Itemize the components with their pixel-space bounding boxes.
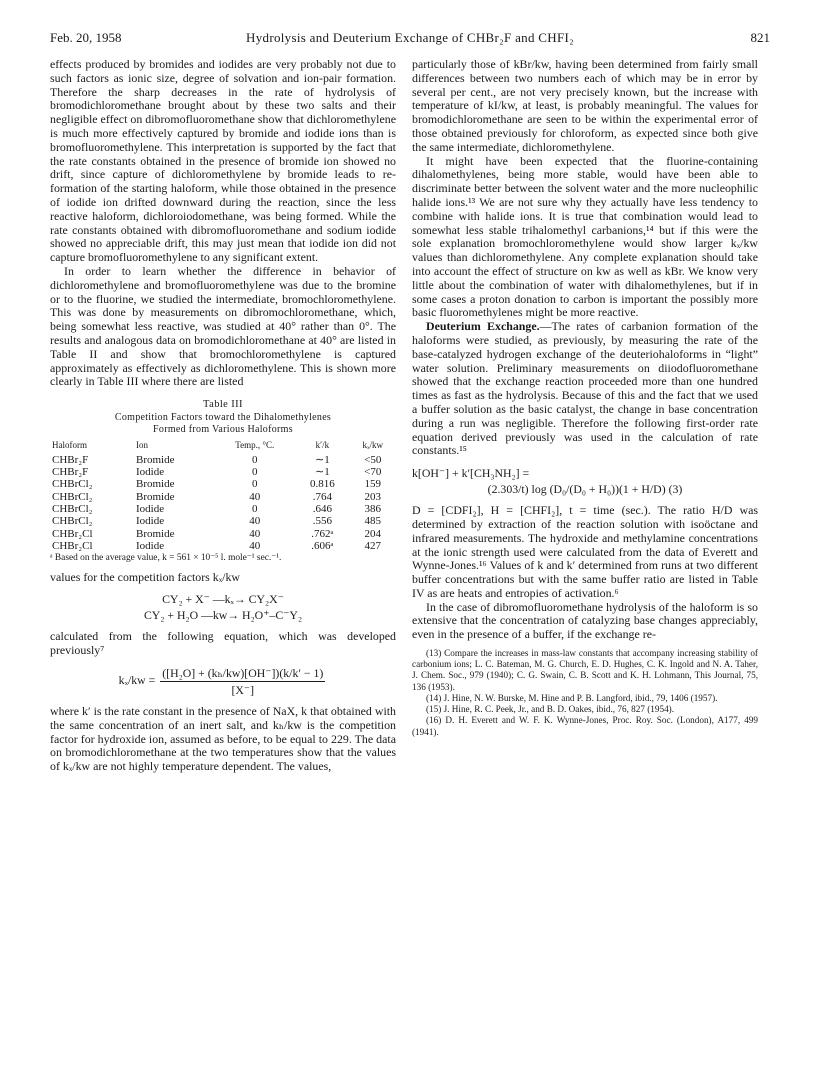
equals-sign: = (148, 673, 156, 688)
fraction-denominator: [X⁻] (231, 682, 255, 697)
paragraph: where k′ is the rate constant in the presence of NaX, k that obtained with the same concentration of an inert salt, and kₕ/kw is the competition factor for hydroxide ion, assumed as before, to be equal to 229. The data on bromodichloromethane at the two temperatures show that the values of kₓ/kw are not highly temperature dependent. The values, (50, 703, 396, 774)
table-cell: Iodide (136, 466, 165, 479)
table-subtitle: Competition Factors toward the Dihalomethylenes (114, 411, 332, 423)
table-subtitle: Formed from Various Haloforms (153, 424, 293, 436)
table-cell: 40 (249, 490, 261, 503)
table-cell: ∼1 (315, 453, 330, 466)
table-cell: CHBrCl₂ (52, 515, 93, 528)
table-cell: .762ᵃ (311, 527, 334, 540)
table-cell: .556 (312, 515, 333, 528)
equation-block (50, 591, 396, 623)
table-row (50, 454, 396, 466)
paragraph: effects produced by bromides and iodides are very probably not due to such factors as ionic size, degree of solvation and ion-pair formation. Therefore the sharp decreases in the rate of hydrolysis of bromodichloromethane brought about by these two salts and their negligible effect on dibromofluoromethane show that dichloromethylene is much more effectively captured by bromide and iodide ions than is bromofluoromethylene. This interpretation is supported by the fact that the rate constants obtained in the presence of bromide ion showed no drift, since capture of dichloromethylene by bromide leads to re-formation of the starting haloform, while those obtained in the presence of iodide ion drifted downward during the reaction, since the less reactive haloform, dichloroiodomethane, was being formed. While the rate constants obtained with dibromofluoromethane and sodium iodide showed no appreciable drift, this may just mean that iodide ion did not capture bromofluoromethylene to any significant extent. (50, 57, 396, 265)
table-cell: 0.816 (310, 478, 335, 491)
page-header (50, 30, 770, 50)
table-cell: 40 (249, 527, 261, 540)
paragraph-text: —The rates of carbanion formation of the haloforms were studied, as previously, by measuring the rate of the base-catalyzed hydrogen exchange of the deuteriohaloforms in “light” water solution. Preliminary measurements on diiodofluoromethane showed that the exchange reaction proceeded more than one hundred times as fast as the hydrolysis. Because of this and the fact that we used a buffer solution as the basic catalyst, the change in base concentration during a run was negligible. Therefore the following first-order rate equation derived previously was used in the calculation of rate constants.¹⁵ (412, 319, 759, 458)
table-cell: CHBrCl₂ (52, 490, 93, 503)
section-heading: Deuterium Exchange. (426, 319, 540, 334)
table-cell: .606ᵃ (311, 539, 334, 552)
table-header-cell: Ion (136, 439, 148, 450)
table-cell: 0 (251, 478, 258, 491)
table-cell: .646 (312, 502, 333, 515)
table-header-cell: k′/k (315, 439, 330, 450)
table-caption: Table III (203, 399, 243, 411)
table-row (50, 528, 396, 540)
table-cell: Bromide (136, 453, 175, 466)
table-cell: Bromide (136, 527, 175, 540)
table-cell: <50 (364, 453, 382, 466)
table-cell: Bromide (136, 478, 175, 491)
table-cell: 0 (251, 466, 258, 479)
table-cell: CHBr₂F (52, 453, 89, 466)
footnote: (16) D. H. Everett and W. F. K. Wynne-Jones, Proc. Roy. Soc. (London), A177, 499 (1941). (412, 715, 758, 737)
equation-competition-factor (50, 665, 396, 698)
footnote: (15) J. Hine, R. C. Peek, Jr., and B. D. Oakes, ibid., 76, 827 (1954). (426, 704, 675, 715)
table-cell: CHBr₂Cl (52, 527, 93, 540)
competition-factors-table (50, 439, 396, 552)
paragraph: calculated from the following equation, which was developed previously⁷ (50, 629, 396, 658)
equation: CY₂ + X⁻ —kₓ→ CY₂X⁻ (162, 592, 284, 607)
table-cell: 203 (364, 490, 381, 503)
equation-rhs: (2.303/t) log (D₀/(D₀ + H₀))(1 + H/D) (3) (487, 482, 683, 497)
table-cell: 40 (249, 515, 261, 528)
table-cell: CHBrCl₂ (52, 502, 93, 515)
footnote: (14) J. Hine, N. W. Burske, M. Hine and P. B. Langford, ibid., 79, 1406 (1957). (426, 692, 718, 703)
table-cell: 0 (251, 502, 258, 515)
equation-lhs: kₓ/kw (118, 673, 146, 688)
table-cell: CHBr₂Cl (52, 539, 93, 552)
table-cell: 159 (364, 478, 381, 491)
paragraph: D = [CDFI₂], H = [CHFI₂], t = time (sec.). The ratio H/D was determined by extraction of the reaction solution with isoöctane and infrared measurements. The hydroxide and methylamine concentrations at the ionic strength used were calculated from the data of Everett and Wynne-Jones.¹⁶ Values of k and k′ determined from runs at two different buffer concentrations but with the same buffer ratio are listed in Table IV as are heats and entropies of activation.⁶ (412, 503, 758, 600)
table-cell: ∼1 (315, 466, 330, 479)
header-date: Feb. 20, 1958 (50, 30, 122, 45)
table-cell: 40 (249, 539, 261, 552)
table-cell: 386 (364, 502, 381, 515)
table-header-row (50, 439, 396, 454)
table-row (50, 466, 396, 478)
table-cell: Iodide (136, 502, 165, 515)
footnote: (13) Compare the increases in mass-law constants that accompany increasing stability of carbonium ions; L. C. Bateman, M. G. Church, E. D. Hughes, C. K. Ingold and N. A. Taher, J. Chem. Soc., 979 (1940); C. G. Swain, C. B. Scott and K. H. Lohmann, This Journal, 75, 136 (1953). (412, 648, 758, 692)
header-page-number: 821 (750, 30, 770, 45)
table-cell: .764 (312, 490, 333, 503)
paragraph (412, 320, 758, 458)
rate-equation (412, 465, 758, 497)
table-cell: CHBrCl₂ (52, 478, 93, 491)
table-header-cell: Temp., °C. (235, 439, 275, 450)
table-row (50, 503, 396, 515)
paragraph: particularly those of kBr/kw, having been determined from fairly small differences between two numbers each of which may be in error by several per cent., are not very precisely known, but the increase with temperature of kI/kw, at least, is probably meaningful. The values for bromodichloromethane are seen to be within the experimental error of those obtained previously for chloroform, as expected since both give the same intermediate, dichloromethylene. (412, 57, 758, 154)
table-cell: Iodide (136, 539, 165, 552)
table-footnote: ᵃ Based on the average value, k = 561 × 10⁻⁵ l. mole⁻¹ sec.⁻¹. (50, 553, 282, 564)
table-cell: <70 (364, 466, 382, 479)
header-title: Hydrolysis and Deuterium Exchange of CHBr₂F and CHFI₂ (246, 30, 574, 45)
paragraph: values for the competition factors kₓ/kw (50, 569, 241, 584)
fraction-numerator: ([H₂O] + (kₕ/kw)[OH⁻])(k/k′ − 1) (162, 665, 324, 680)
table-header-cell: kₓ/kw (362, 439, 384, 450)
table-cell: 427 (364, 539, 381, 552)
table-cell: Iodide (136, 515, 165, 528)
equation-lhs: k[OH⁻] + k′[CH₃NH₂] = (412, 466, 530, 481)
paragraph: In the case of dibromofluoromethane hydrolysis of the haloform is so extensive that the concentration of catalyzing base changes appreciably, even in the presence of a buffer, if the exchange re- (412, 599, 758, 642)
table-cell: CHBr₂F (52, 466, 89, 479)
table-row (50, 491, 396, 503)
paragraph: In order to learn whether the difference in behavior of dichloromethylene and bromofluoromethylene was due to the bromine or to the fluorine, we studied the intermediate, bromochloromethylene. This was done by measurements on dibromochloromethane, which, being somewhat less reactive, was studied at 40° rather than 0°. The results and analogous data on bromodichloromethane at 40° are listed in Table II and show that bromochloromethylene is captured approximately as effectively as dichloromethylene. This is shown more clearly in Table III where there are listed (50, 263, 396, 389)
table-row (50, 540, 396, 552)
table-row (50, 515, 396, 527)
table-cell: Bromide (136, 490, 175, 503)
footnotes (412, 648, 758, 738)
table-header-cell: Haloform (52, 439, 87, 450)
left-column (50, 58, 396, 774)
right-column (412, 58, 758, 738)
equation: CY₂ + H₂O —kw→ H₂O⁺–C⁻Y₂ (143, 608, 303, 623)
table-cell: 485 (364, 515, 381, 528)
table-cell: 0 (251, 453, 258, 466)
equation-fraction (160, 665, 325, 698)
paragraph: It might have been expected that the fluorine-containing dihalomethylenes, being more stable, would have been able to discriminate better between the solvent water and the more nucleophilic halide ions.¹³ We are not sure why they actually have less tendency to combine with halide ions. It is true that combination would lead to somewhat less stable trihalomethyl carbanions,¹⁴ but if this were the sole explanation bromochloromethylene would show larger kₓ/kw values than dichloromethylene. Any complete explanation should take into account the effect of structure on kw as well as kBr. We know very little about the combination of water with dihalomethylenes, but if in some cases a proton donation to carbon is important the possibly more basic fluoromethylenes might be more reactive. (412, 153, 758, 320)
table-row (50, 478, 396, 490)
table-cell: 204 (364, 527, 381, 540)
